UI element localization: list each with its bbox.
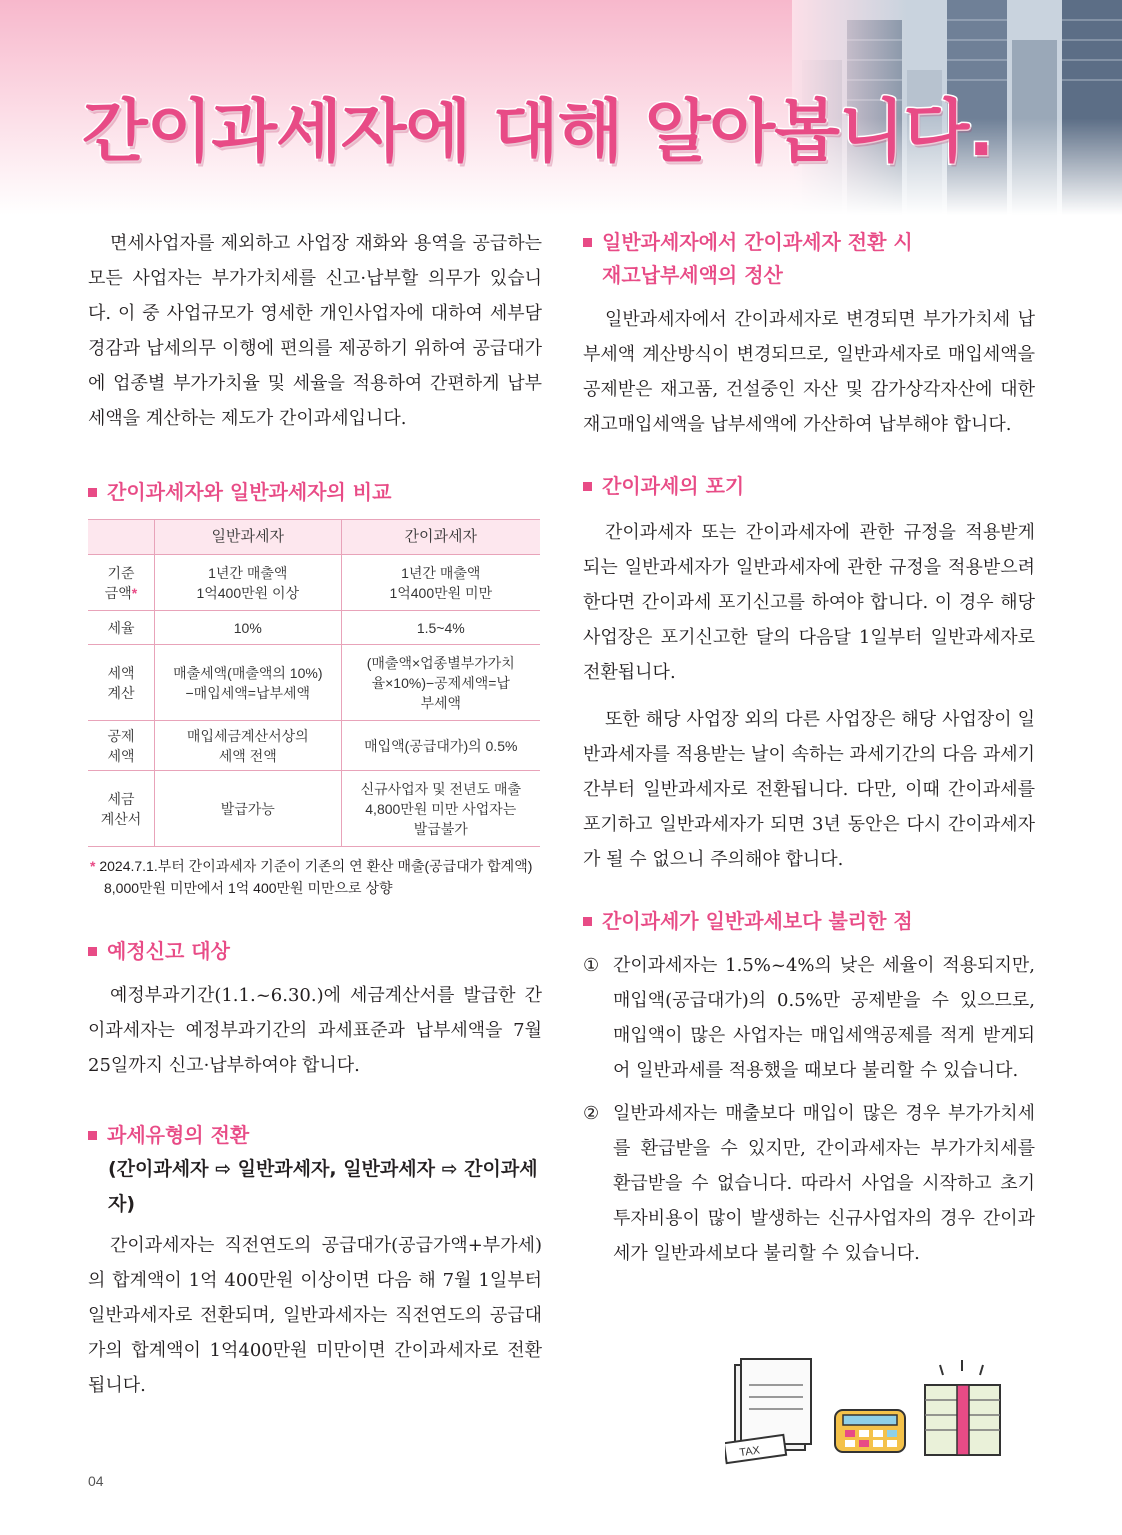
table-row — [88, 555, 540, 611]
left-column — [88, 226, 542, 1403]
table-row — [88, 721, 540, 771]
list-item — [583, 948, 1035, 1088]
page-title: 간이과세자에 대해 알아봅니다. — [82, 93, 994, 172]
bullet-square-icon — [583, 482, 592, 491]
row-head: 기준 금액 — [104, 564, 135, 601]
money-stack-icon — [925, 1360, 1000, 1455]
table-header-simple: 간이과세자 — [341, 520, 540, 555]
inventory-paragraph: 일반과세자에서 간이과세자로 변경되면 부가가치세 납부세액 계산방식이 변경되므로, 일반과세자로 매입세액을 공제받은 재고품, 건설중인 자산 및 감가상각자산에 대한 재고매입세액을 납부세액에 가산하여 납부해야 합니다. — [583, 309, 1035, 435]
list-text: 일반과세자는 매출보다 매입이 많은 경우 부가가치세를 환급받을 수 있지만, 간이과세자는 부가가치세를 환급받을 수 없습니다. 따라서 사업을 시작하고 초기 투자비용이 많이 발생하는 신규사업자의 경우 간이과세가 일반과세보다 불리할 수 있습니다. — [613, 1103, 1035, 1264]
cell-general: 1년간 매출액 1억400만원 이상 — [155, 555, 342, 611]
table-row — [88, 645, 540, 721]
header-banner — [0, 0, 1122, 215]
cell-simple: 1년간 매출액 1억400만원 미만 — [341, 555, 540, 611]
list-item — [583, 1096, 1035, 1271]
row-head: 공제 세액 — [88, 721, 155, 771]
footnote-star: * — [90, 858, 96, 874]
table-footnote: * 2024.7.1.부터 간이과세자 기준이 기존의 연 환산 매출(공급대가 합계액) 8,000만원 미만에서 1억 400만원 미만으로 상향 — [90, 858, 533, 896]
section-heading-waive: 간이과세의 포기 — [583, 470, 1035, 503]
convert-paragraph: 간이과세자는 직전연도의 공급대가(공급가액+부가세)의 합계액이 1억 400만원 이상이면 다음 해 7월 1일부터 일반과세자로 전환되며, 일반과세자는 직전연도의 공급대가의 합계액이 1억400만원 미만이면 간이과세자로 전환됩니다. — [88, 1235, 542, 1396]
cell-general: 매입세금계산서상의 세액 전액 — [155, 721, 342, 771]
table-row — [88, 771, 540, 847]
row-head: 세액 계산 — [88, 645, 155, 721]
bullet-square-icon — [583, 238, 592, 247]
bullet-square-icon — [88, 947, 97, 956]
footnote-star: * — [131, 584, 138, 601]
table-header-general: 일반과세자 — [155, 520, 342, 555]
cell-simple: 매입액(공급대가)의 0.5% — [341, 721, 540, 771]
bullet-square-icon — [88, 488, 97, 497]
row-head: 세율 — [88, 611, 155, 645]
bullet-square-icon — [88, 1131, 97, 1140]
cell-general: 10% — [155, 611, 342, 645]
table-row — [88, 611, 540, 645]
list-number: ① — [583, 955, 600, 976]
section-heading-inventory: 일반과세자에서 간이과세자 전환 시 재고납부세액의 정산 — [583, 226, 1035, 292]
tax-document-stack-icon — [725, 1359, 811, 1463]
prelim-paragraph: 예정부과기간(1.1.~6.30.)에 세금계산서를 발급한 간이과세자는 예정부과기간의 과세표준과 납부세액을 7월 25일까지 신고·납부하여야 합니다. — [88, 985, 542, 1076]
section-heading-disadvantage: 간이과세가 일반과세보다 불리한 점 — [583, 905, 1035, 938]
cell-simple: (매출액×업종별부가가치 율×10%)−공제세액=납 부세액 — [341, 645, 540, 721]
cell-simple: 1.5~4% — [341, 611, 540, 645]
list-text: 간이과세자는 1.5%~4%의 낮은 세율이 적용되지만, 매입액(공급대가)의 0.5%만 공제받을 수 있으므로, 매입액이 많은 사업자는 매입세액공제를 적게 받게되어 일반과세를 적용했을 때보다 불리할 수 있습니다. — [613, 955, 1035, 1081]
table-header-blank — [88, 520, 155, 555]
page-number: 04 — [88, 1473, 104, 1489]
waive-paragraph-1: 간이과세자 또는 간이과세자에 관한 규정을 적용받게 되는 일반과세자가 일반과세자에 관한 규정을 적용받으려 한다면 간이과세 포기신고를 하여야 합니다. 이 경우 해당 사업장은 포기신고한 달의 다음달 1일부터 일반과세자로 전환됩니다. — [583, 522, 1035, 683]
cell-simple: 신규사업자 및 전년도 매출 4,800만원 미만 사업자는 발급불가 — [341, 771, 540, 847]
convert-subheading: (간이과세자 ⇨ 일반과세자, 일반과세자 ⇨ 간이과세자) — [108, 1158, 538, 1215]
bullet-square-icon — [583, 917, 592, 926]
section-heading-convert: 과세유형의 전환 — [88, 1119, 542, 1152]
section-heading-prelim: 예정신고 대상 — [88, 935, 542, 968]
row-head: 세금 계산서 — [88, 771, 155, 847]
intro-paragraph: 면세사업자를 제외하고 사업장 재화와 용역을 공급하는 모든 사업자는 부가가치세를 신고·납부할 의무가 있습니다. 이 중 사업규모가 영세한 개인사업자에 대하여 세부담 경감과 납세의무 이행에 편의를 제공하기 위하여 공급대가에 업종별 부가가치율 및 세율을 적용하여 간편하게 납부세액을 계산하는 제도가 간이과세입니다. — [88, 233, 542, 429]
right-column — [583, 226, 1035, 1271]
list-number: ② — [583, 1103, 600, 1124]
calculator-icon — [835, 1410, 905, 1452]
svg-text:TAX: TAX — [738, 1444, 761, 1460]
cell-general: 발급가능 — [155, 771, 342, 847]
cell-general: 매출세액(매출액의 10%) −매입세액=납부세액 — [155, 645, 342, 721]
section-heading-compare: 간이과세자와 일반과세자의 비교 — [88, 476, 542, 509]
tax-illustration — [725, 1355, 1035, 1465]
comparison-table — [88, 519, 540, 847]
waive-paragraph-2: 또한 해당 사업장 외의 다른 사업장은 해당 사업장이 일반과세자를 적용받는 날이 속하는 과세기간의 다음 과세기간부터 일반과세자로 전환됩니다. 다만, 이때 간이과세를 포기하고 일반과세자가 되면 3년 동안은 다시 간이과세자가 될 수 없으니 주의해야 합니다. — [583, 709, 1035, 870]
